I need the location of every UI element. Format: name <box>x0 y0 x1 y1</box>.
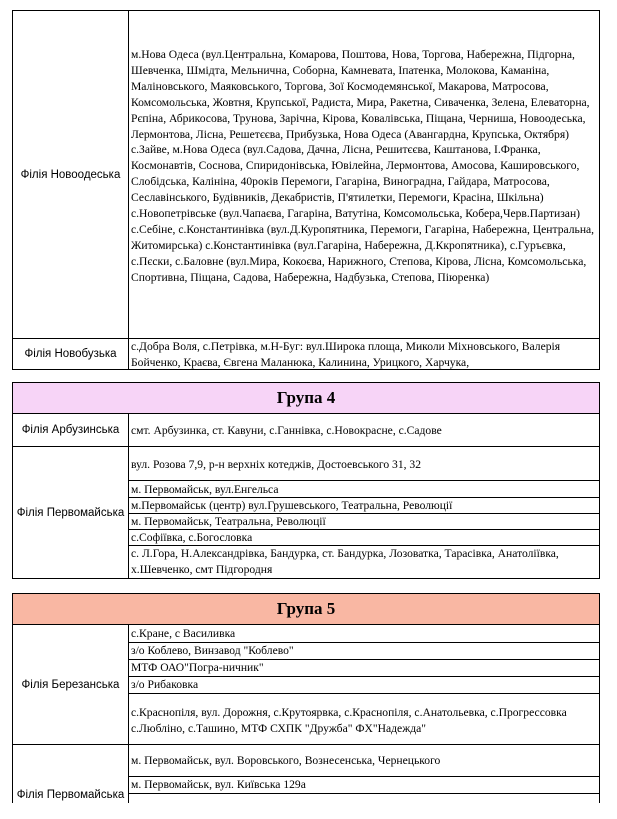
address-line: с.Софіївка, с.Богословка <box>131 531 253 544</box>
addresses-text: с.Добра Воля, с.Петрівка, м.Н-Буг: вул.Широка площа, Миколи Міхновського, Валерія Бойченко, Краєва, Євгена Маланюка, Калинина, Урицкого, Харчука, <box>131 340 561 369</box>
address-line: м.Первомайськ (центр) вул.Грушевського, Театральна, Революції <box>131 499 453 512</box>
row-novobuzka <box>12 338 600 370</box>
row-arbuzynka <box>12 413 600 447</box>
addresses-text: смт. Арбузинка, ст. Кавуни, с.Ганнівка, с.Новокрасне, с.Садове <box>131 424 442 437</box>
address-line: с.Кране, с Василивка <box>131 627 236 640</box>
divider <box>129 793 599 794</box>
group-5-section <box>12 593 600 803</box>
row-pervomaisk <box>12 744 600 803</box>
row-novoodeska <box>12 10 600 339</box>
branch-label: Філія Первомайська <box>13 745 129 803</box>
address-line: м. Первомайськ, Театральна, Революції <box>131 515 326 528</box>
address-line: з/о Коблево, Винзавод "Коблево" <box>131 644 294 657</box>
address-line: м. Первомайськ, вул. Київська 129а <box>131 778 306 791</box>
table-top <box>12 10 600 370</box>
branch-label: Філія Новоодеська <box>13 11 129 338</box>
branch-label: Філія Березанська <box>13 625 129 744</box>
address-line: з/о Рибаковка <box>131 678 199 691</box>
divider <box>129 480 599 481</box>
group-header: Група 5 <box>12 593 600 625</box>
branch-label: Філія Первомайська <box>13 447 129 578</box>
branch-label: Філія Арбузинська <box>13 414 129 446</box>
address-line: с. Л.Гора, Н.Александрівка, Бандурка, ст. Бандурка, Лозоватка, Тарасівка, Анатоліївка, х.Шевченко, смт Підгородня <box>131 547 559 576</box>
branch-label: Філія Новобузька <box>13 339 129 369</box>
row-berezanka <box>12 624 600 745</box>
group-header: Група 4 <box>12 382 600 414</box>
addresses-text: м.Нова Одеса (вул.Центральна, Комарова, Поштова, Нова, Торгова, Набережна, Підгорна, Шевченка, Шмідта, Мельнична, Соборна, Камневата, Іпатенка, Молокова, Каманіна, Маліновського, Маяковського, Торгова, Зої Космодемянської, Макарова, Матросова, Комсомольська, Жовтня, Крупської, Радиста, Мира, Ракетна, Сиваченка, Зелена, Елеваторна, Рєпіна, Абрикосова, Трунова, Зарічна, Кірова, Ковалівська, Піщана, Черниша, Новоодеська, Лермонтова, Лісна, Решетєєва, Прибузька, Нова Одеса (Авангардна, Крупська, Октября) с.Зайве, м.Нова Одеса (вул.Садова, Дачна, Лісна, Решитєєва, Каштанова, І.Франка, Космонавтів, Соснова, Спиридонівська, Ювілейна, Лермонтова, Амосова, Кашировського, Слобідська, Калініна, 40років Перемоги, Гагаріна, Виноградна, Гайдара, Матросова, Сеславінського, Будівників, Декабристів, П'ятилетки, Перемоги, Красіна, Шкільна) с.Новопетрівське (вул.Чапаєва, Гагаріна, Ватутіна, Комсомольська, Кобера,Черв.Партизан) с.Себіне, с.Константинівка (вул.Д.Куропятника, Перемоги, Гагаріна, Набережна, Центральна, Житомирська) с.Константинівка (вул.Гагаріна, Набережна, Д.Ккропятника), с.Гуръєвка, с.Пєски, с.Баловне (вул.Мира, Кокоєва, Нарижного, Степова, Кірова, Лісна, Комсомольська, Спортивна, Піщана, Садова, Набережна, Надбузька, Степова, Піюренка) <box>131 48 595 284</box>
address-line: с.Краснопіля, вул. Дорожня, с.Крутоярвка, с.Краснопіля, с.Анатольевка, с.Прогрессовка с.Любліно, с.Ташино, МТФ СХПК "Дружба" ФХ"Надежда" <box>131 706 567 735</box>
group-4-section <box>12 382 600 580</box>
address-line: м. Первомайськ, вул. Воровського, Вознесенська, Чернецького <box>131 754 441 767</box>
divider <box>129 693 599 694</box>
address-line: вул. Розова 7,9, р-н верхніх котеджів, Достоевського 31, 32 <box>131 458 422 471</box>
row-pervomaisk <box>12 446 600 579</box>
address-line: м. Первомайськ, вул.Енгельса <box>131 483 279 496</box>
address-line: МТФ ОАО"Погра-ничник" <box>131 661 264 674</box>
